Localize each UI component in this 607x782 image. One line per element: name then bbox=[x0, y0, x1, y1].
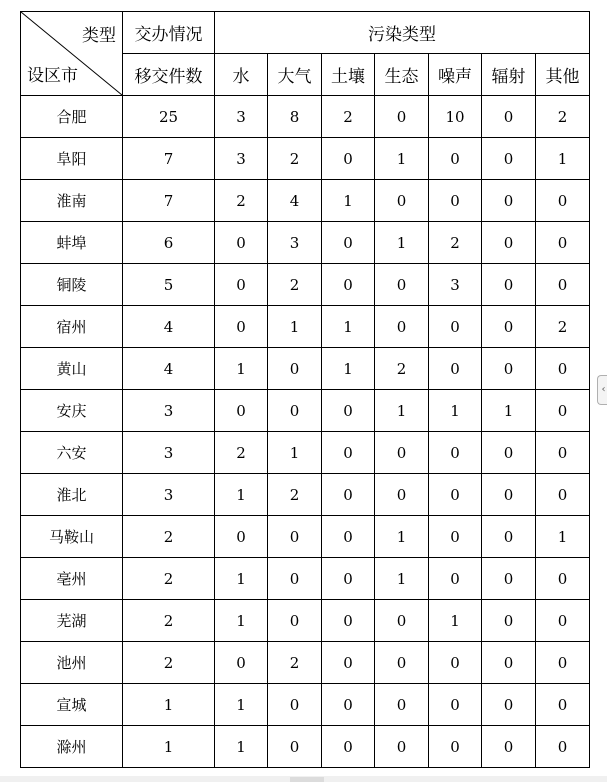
other-count-cell: 0 bbox=[536, 432, 590, 474]
soil-count-cell: 1 bbox=[322, 306, 375, 348]
radiation-count-cell: 0 bbox=[482, 684, 536, 726]
water-count-cell: 0 bbox=[215, 222, 268, 264]
soil-count-cell: 0 bbox=[322, 558, 375, 600]
soil-count-cell: 0 bbox=[322, 390, 375, 432]
handover-count-cell: 2 bbox=[123, 600, 215, 642]
city-cell: 蚌埠 bbox=[21, 222, 123, 264]
radiation-count-cell: 0 bbox=[482, 474, 536, 516]
water-count-cell: 0 bbox=[215, 306, 268, 348]
ecology-count-cell: 1 bbox=[375, 390, 429, 432]
corner-header-type-label: 类型 bbox=[82, 26, 116, 46]
water-count-cell: 0 bbox=[215, 264, 268, 306]
handover-count-cell: 3 bbox=[123, 432, 215, 474]
city-cell: 黄山 bbox=[21, 348, 123, 390]
ecology-count-cell: 0 bbox=[375, 474, 429, 516]
other-count-cell: 0 bbox=[536, 684, 590, 726]
water-count-cell: 3 bbox=[215, 96, 268, 138]
radiation-count-cell: 0 bbox=[482, 726, 536, 768]
ecology-count-cell: 1 bbox=[375, 516, 429, 558]
water-count-cell: 0 bbox=[215, 642, 268, 684]
noise-count-cell: 0 bbox=[429, 684, 482, 726]
soil-count-cell: 1 bbox=[322, 348, 375, 390]
handover-count-cell: 1 bbox=[123, 684, 215, 726]
other-count-cell: 0 bbox=[536, 726, 590, 768]
city-cell: 淮南 bbox=[21, 180, 123, 222]
other-count-cell: 2 bbox=[536, 96, 590, 138]
handover-count-cell: 1 bbox=[123, 726, 215, 768]
ecology-count-cell: 0 bbox=[375, 264, 429, 306]
air-count-cell: 1 bbox=[268, 432, 322, 474]
other-count-cell: 0 bbox=[536, 180, 590, 222]
table-row bbox=[21, 684, 590, 726]
handover-group-header: 交办情况 bbox=[123, 12, 215, 54]
air-count-cell: 0 bbox=[268, 516, 322, 558]
soil-count-cell: 0 bbox=[322, 600, 375, 642]
water-count-cell: 3 bbox=[215, 138, 268, 180]
water-count-cell: 1 bbox=[215, 474, 268, 516]
ecology-count-cell: 0 bbox=[375, 600, 429, 642]
radiation-count-cell: 0 bbox=[482, 432, 536, 474]
noise-count-cell: 0 bbox=[429, 306, 482, 348]
ecology-count-cell: 0 bbox=[375, 96, 429, 138]
ecology-count-cell: 2 bbox=[375, 348, 429, 390]
horizontal-scrollbar[interactable] bbox=[0, 776, 607, 782]
air-count-cell: 0 bbox=[268, 684, 322, 726]
air-count-cell: 4 bbox=[268, 180, 322, 222]
radiation-count-cell: 0 bbox=[482, 600, 536, 642]
water-count-cell: 0 bbox=[215, 516, 268, 558]
table-row bbox=[21, 558, 590, 600]
radiation-count-cell: 0 bbox=[482, 138, 536, 180]
side-panel-toggle[interactable]: ‹ bbox=[597, 375, 607, 405]
noise-count-cell: 1 bbox=[429, 600, 482, 642]
other-count-cell: 0 bbox=[536, 642, 590, 684]
air-count-cell: 8 bbox=[268, 96, 322, 138]
city-cell: 马鞍山 bbox=[21, 516, 123, 558]
city-cell: 亳州 bbox=[21, 558, 123, 600]
soil-count-cell: 0 bbox=[322, 726, 375, 768]
pollution-col-header-soil: 土壤 bbox=[322, 54, 375, 96]
handover-count-cell: 7 bbox=[123, 138, 215, 180]
water-count-cell: 0 bbox=[215, 390, 268, 432]
noise-count-cell: 1 bbox=[429, 390, 482, 432]
water-count-cell: 2 bbox=[215, 180, 268, 222]
pollution-col-header-other: 其他 bbox=[536, 54, 590, 96]
soil-count-cell: 2 bbox=[322, 96, 375, 138]
corner-header-cell bbox=[21, 12, 123, 96]
table-row bbox=[21, 348, 590, 390]
air-count-cell: 1 bbox=[268, 306, 322, 348]
noise-count-cell: 0 bbox=[429, 138, 482, 180]
radiation-count-cell: 1 bbox=[482, 390, 536, 432]
soil-count-cell: 0 bbox=[322, 684, 375, 726]
water-count-cell: 1 bbox=[215, 600, 268, 642]
city-cell: 池州 bbox=[21, 642, 123, 684]
air-count-cell: 0 bbox=[268, 390, 322, 432]
table-row bbox=[21, 264, 590, 306]
ecology-count-cell: 1 bbox=[375, 222, 429, 264]
radiation-count-cell: 0 bbox=[482, 180, 536, 222]
noise-count-cell: 0 bbox=[429, 432, 482, 474]
city-cell: 合肥 bbox=[21, 96, 123, 138]
radiation-count-cell: 0 bbox=[482, 348, 536, 390]
table-row bbox=[21, 180, 590, 222]
water-count-cell: 2 bbox=[215, 432, 268, 474]
noise-count-cell: 10 bbox=[429, 96, 482, 138]
other-count-cell: 1 bbox=[536, 516, 590, 558]
noise-count-cell: 0 bbox=[429, 180, 482, 222]
city-cell: 宿州 bbox=[21, 306, 123, 348]
corner-header-city-label: 设区市 bbox=[27, 66, 78, 86]
water-count-cell: 1 bbox=[215, 726, 268, 768]
ecology-count-cell: 0 bbox=[375, 180, 429, 222]
radiation-count-cell: 0 bbox=[482, 96, 536, 138]
radiation-count-cell: 0 bbox=[482, 558, 536, 600]
noise-count-cell: 0 bbox=[429, 516, 482, 558]
air-count-cell: 2 bbox=[268, 138, 322, 180]
air-count-cell: 0 bbox=[268, 558, 322, 600]
table-row bbox=[21, 96, 590, 138]
handover-count-cell: 6 bbox=[123, 222, 215, 264]
air-count-cell: 0 bbox=[268, 600, 322, 642]
noise-count-cell: 2 bbox=[429, 222, 482, 264]
ecology-count-cell: 0 bbox=[375, 642, 429, 684]
table-row bbox=[21, 390, 590, 432]
ecology-count-cell: 1 bbox=[375, 138, 429, 180]
other-count-cell: 0 bbox=[536, 600, 590, 642]
city-cell: 淮北 bbox=[21, 474, 123, 516]
table-row bbox=[21, 474, 590, 516]
handover-count-cell: 2 bbox=[123, 558, 215, 600]
handover-count-cell: 3 bbox=[123, 390, 215, 432]
other-count-cell: 0 bbox=[536, 264, 590, 306]
city-cell: 安庆 bbox=[21, 390, 123, 432]
soil-count-cell: 0 bbox=[322, 474, 375, 516]
noise-count-cell: 0 bbox=[429, 726, 482, 768]
ecology-count-cell: 0 bbox=[375, 306, 429, 348]
ecology-count-cell: 1 bbox=[375, 558, 429, 600]
table-row bbox=[21, 642, 590, 684]
other-count-cell: 0 bbox=[536, 222, 590, 264]
noise-count-cell: 0 bbox=[429, 474, 482, 516]
table-row bbox=[21, 222, 590, 264]
city-cell: 芜湖 bbox=[21, 600, 123, 642]
air-count-cell: 2 bbox=[268, 264, 322, 306]
air-count-cell: 0 bbox=[268, 348, 322, 390]
table-row bbox=[21, 138, 590, 180]
handover-count-cell: 3 bbox=[123, 474, 215, 516]
other-count-cell: 2 bbox=[536, 306, 590, 348]
table-row bbox=[21, 432, 590, 474]
radiation-count-cell: 0 bbox=[482, 264, 536, 306]
table-row bbox=[21, 600, 590, 642]
soil-count-cell: 0 bbox=[322, 432, 375, 474]
other-count-cell: 0 bbox=[536, 390, 590, 432]
air-count-cell: 2 bbox=[268, 642, 322, 684]
handover-count-cell: 4 bbox=[123, 348, 215, 390]
handover-count-cell: 2 bbox=[123, 516, 215, 558]
noise-count-cell: 0 bbox=[429, 642, 482, 684]
radiation-count-cell: 0 bbox=[482, 222, 536, 264]
radiation-count-cell: 0 bbox=[482, 306, 536, 348]
pollution-group-header: 污染类型 bbox=[215, 12, 590, 54]
noise-count-cell: 0 bbox=[429, 348, 482, 390]
air-count-cell: 2 bbox=[268, 474, 322, 516]
scrollbar-thumb[interactable] bbox=[290, 777, 324, 782]
soil-count-cell: 0 bbox=[322, 516, 375, 558]
city-cell: 六安 bbox=[21, 432, 123, 474]
water-count-cell: 1 bbox=[215, 348, 268, 390]
air-count-cell: 0 bbox=[268, 726, 322, 768]
header-row-top bbox=[21, 12, 590, 54]
air-count-cell: 3 bbox=[268, 222, 322, 264]
other-count-cell: 0 bbox=[536, 348, 590, 390]
handover-count-cell: 5 bbox=[123, 264, 215, 306]
city-cell: 铜陵 bbox=[21, 264, 123, 306]
pollution-col-header-water: 水 bbox=[215, 54, 268, 96]
ecology-count-cell: 0 bbox=[375, 726, 429, 768]
pollution-case-table bbox=[20, 11, 590, 768]
soil-count-cell: 0 bbox=[322, 642, 375, 684]
other-count-cell: 1 bbox=[536, 138, 590, 180]
handover-count-header: 移交件数 bbox=[123, 54, 215, 96]
pollution-col-header-radiation: 辐射 bbox=[482, 54, 536, 96]
handover-count-cell: 4 bbox=[123, 306, 215, 348]
soil-count-cell: 0 bbox=[322, 264, 375, 306]
table-row bbox=[21, 516, 590, 558]
city-cell: 阜阳 bbox=[21, 138, 123, 180]
radiation-count-cell: 0 bbox=[482, 516, 536, 558]
soil-count-cell: 0 bbox=[322, 222, 375, 264]
noise-count-cell: 0 bbox=[429, 558, 482, 600]
ecology-count-cell: 0 bbox=[375, 684, 429, 726]
table-row bbox=[21, 306, 590, 348]
handover-count-cell: 2 bbox=[123, 642, 215, 684]
pollution-col-header-air: 大气 bbox=[268, 54, 322, 96]
water-count-cell: 1 bbox=[215, 684, 268, 726]
other-count-cell: 0 bbox=[536, 558, 590, 600]
soil-count-cell: 0 bbox=[322, 138, 375, 180]
noise-count-cell: 3 bbox=[429, 264, 482, 306]
other-count-cell: 0 bbox=[536, 474, 590, 516]
handover-count-cell: 7 bbox=[123, 180, 215, 222]
handover-count-cell: 25 bbox=[123, 96, 215, 138]
radiation-count-cell: 0 bbox=[482, 642, 536, 684]
pollution-col-header-noise: 噪声 bbox=[429, 54, 482, 96]
city-cell: 宣城 bbox=[21, 684, 123, 726]
water-count-cell: 1 bbox=[215, 558, 268, 600]
ecology-count-cell: 0 bbox=[375, 432, 429, 474]
pollution-col-header-ecology: 生态 bbox=[375, 54, 429, 96]
table-row bbox=[21, 726, 590, 768]
soil-count-cell: 1 bbox=[322, 180, 375, 222]
city-cell: 滁州 bbox=[21, 726, 123, 768]
